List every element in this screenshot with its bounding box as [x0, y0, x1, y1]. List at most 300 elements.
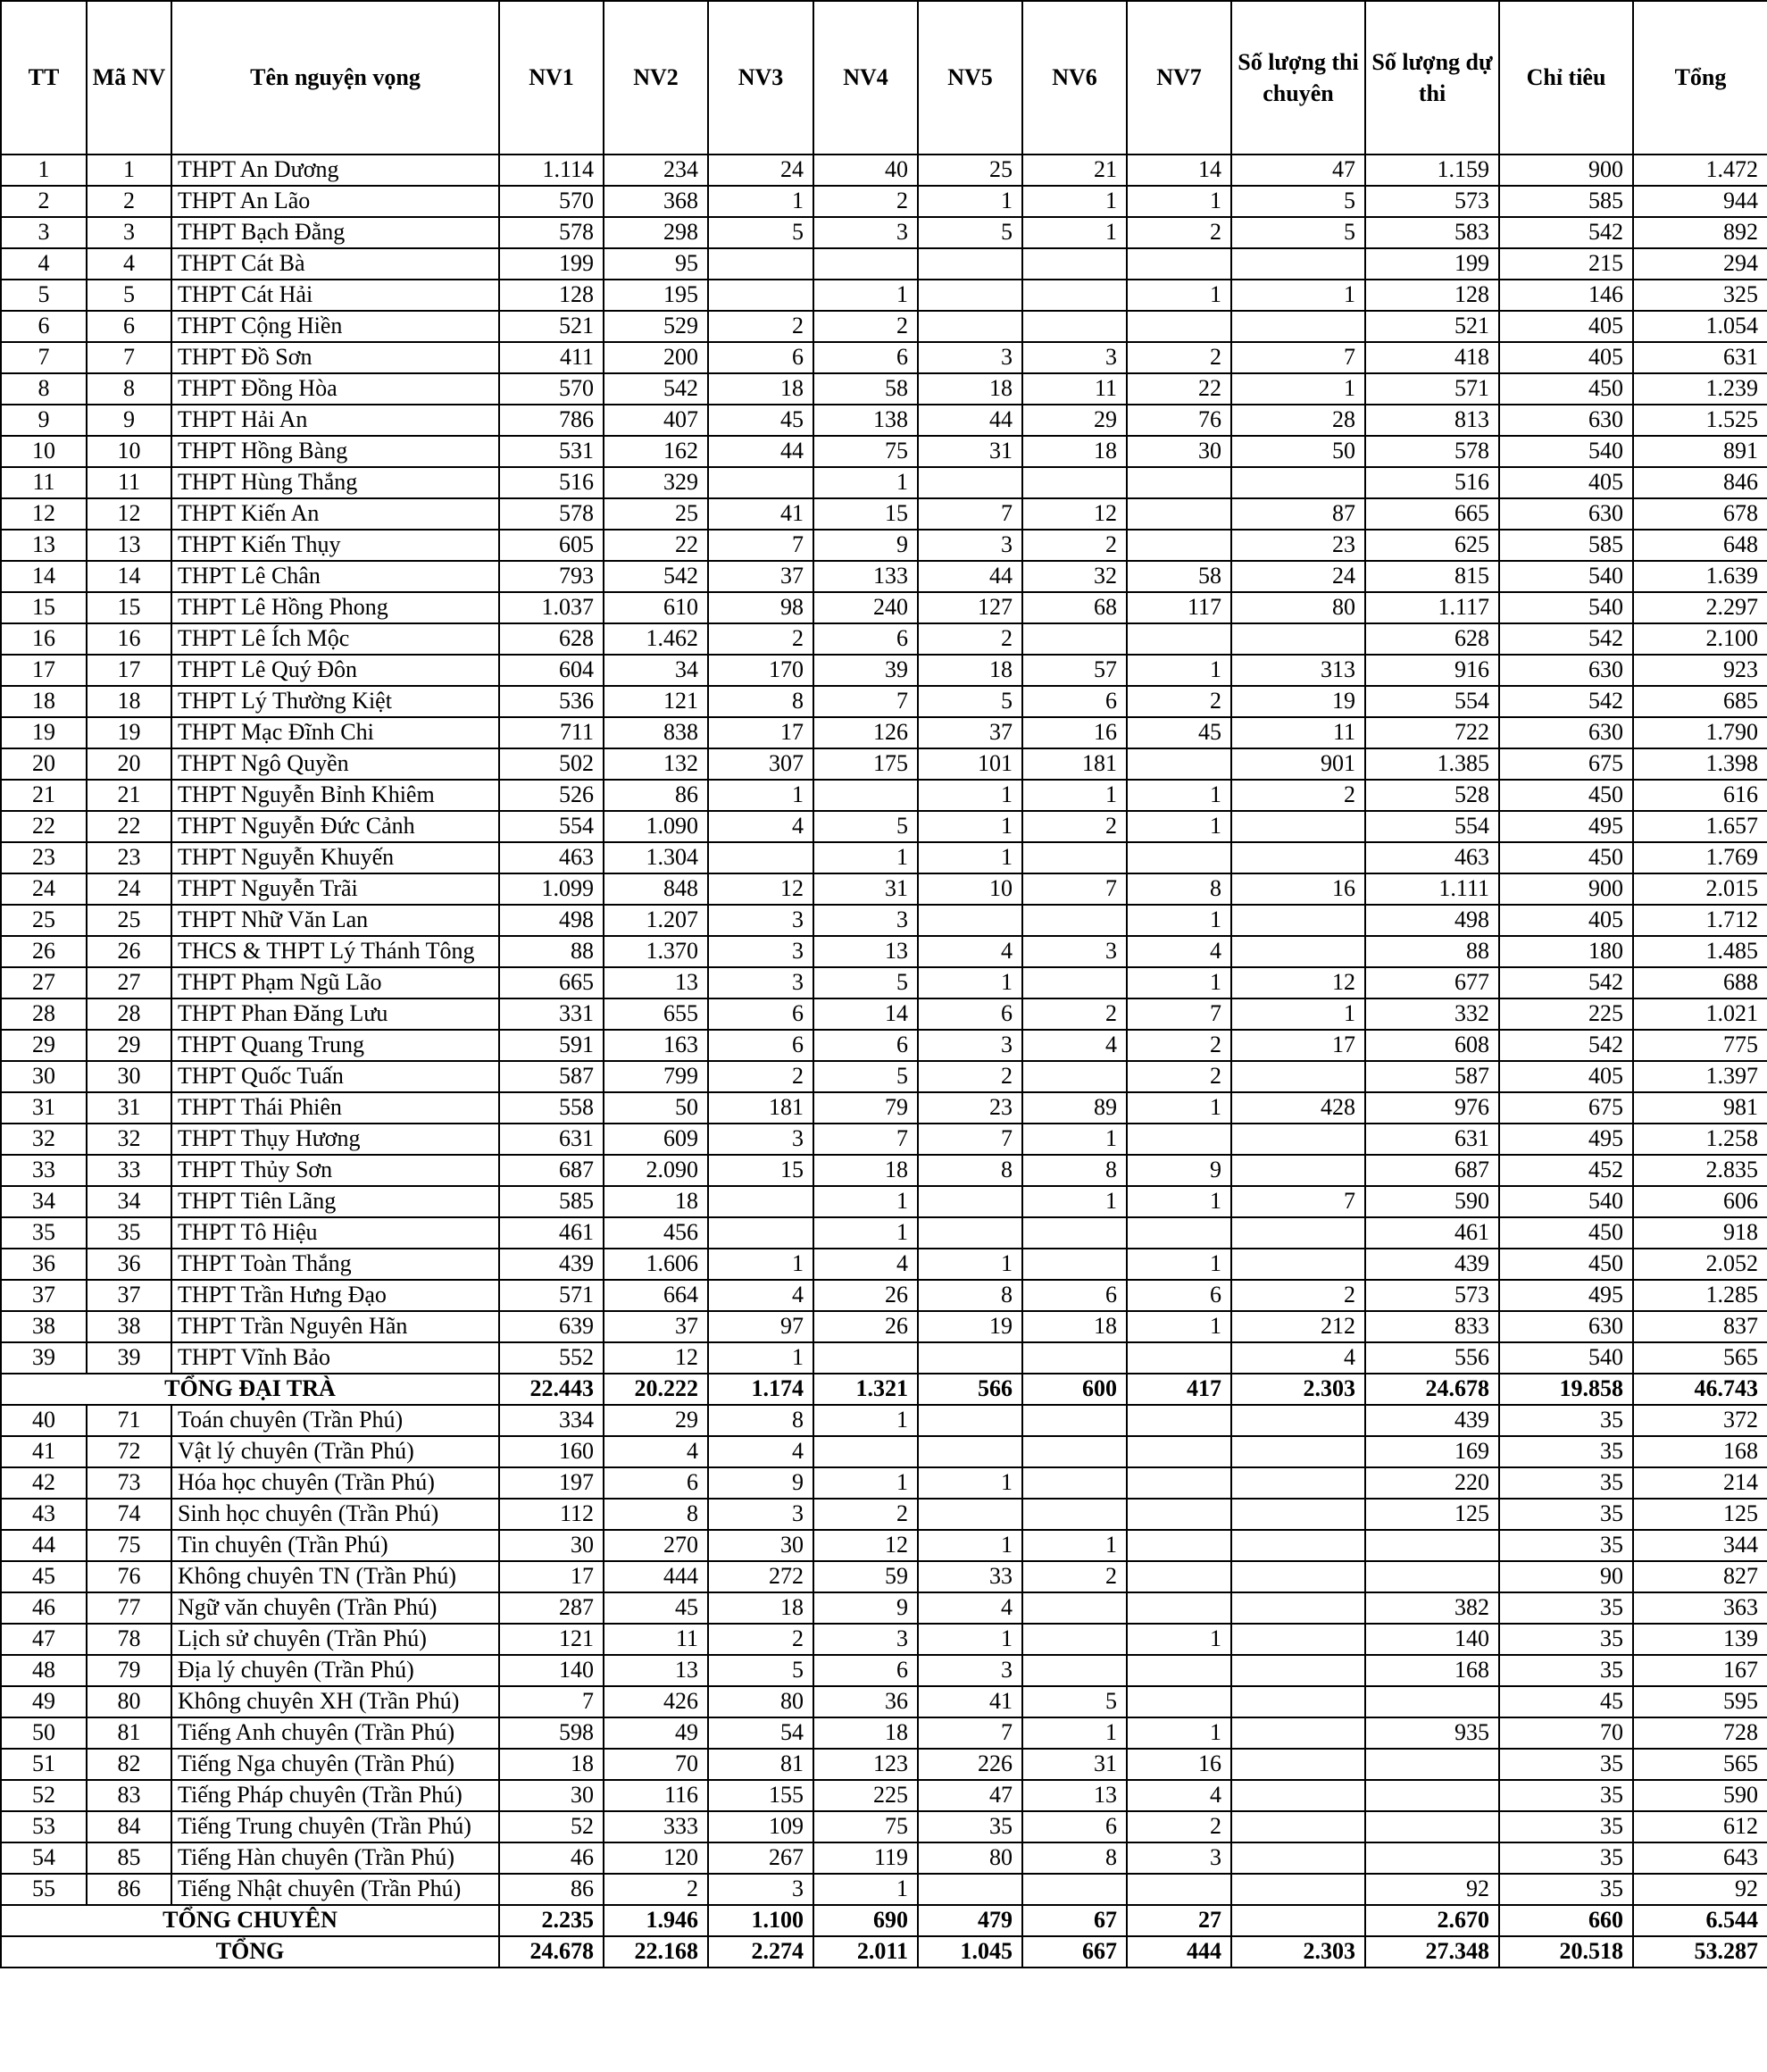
cell-so-luong-du-thi	[1365, 1749, 1499, 1780]
cell-so-luong-thi-chuyen	[1231, 905, 1365, 936]
cell-nv7: 4	[1127, 1780, 1231, 1811]
cell-nv7: 76	[1127, 405, 1231, 436]
cell-nv1: 463	[499, 842, 604, 873]
cell-chi-tieu: 405	[1499, 311, 1633, 342]
cell-ten-nguyen-vong: THPT Hùng Thắng	[171, 467, 499, 498]
cell-nv6: 181	[1022, 748, 1127, 780]
cell-tong: 1.054	[1633, 311, 1767, 342]
cell-nv4: 175	[813, 748, 918, 780]
table-row	[1, 1342, 1767, 1374]
cell-ma-nv: 34	[87, 1186, 171, 1217]
cell-tt: 10	[1, 436, 87, 467]
cell-nv5: 1	[918, 967, 1022, 998]
cell-tong: 590	[1633, 1780, 1767, 1811]
cell-nv4: 5	[813, 1061, 918, 1092]
cell-chi-tieu: 450	[1499, 1249, 1633, 1280]
table-row	[1, 248, 1767, 280]
cell-nv1: 604	[499, 655, 604, 686]
cell-nv6	[1022, 280, 1127, 311]
cell-tong: 1.258	[1633, 1124, 1767, 1155]
cell-ma-nv: 86	[87, 1874, 171, 1905]
cell-tt: 46	[1, 1592, 87, 1624]
cell-nv6	[1022, 1592, 1127, 1624]
cell-so-luong-du-thi: 463	[1365, 842, 1499, 873]
cell-nv1: 639	[499, 1311, 604, 1342]
cell-chi-tieu: 630	[1499, 717, 1633, 748]
cell-nv1: 786	[499, 405, 604, 436]
cell-nv6: 1	[1022, 1717, 1127, 1749]
cell-nv5: 33	[918, 1561, 1022, 1592]
cell-nv3: 6	[708, 1030, 813, 1061]
cell-nv1: 521	[499, 311, 604, 342]
cell-nv2: 34	[604, 655, 708, 686]
cell-nv4: 6	[813, 342, 918, 373]
cell-nv1: 411	[499, 342, 604, 373]
subtotal-cell: 479	[918, 1905, 1022, 1936]
cell-nv7	[1127, 842, 1231, 873]
cell-nv4: 75	[813, 436, 918, 467]
table-row	[1, 1811, 1767, 1842]
cell-nv7: 2	[1127, 1061, 1231, 1092]
grand-total-cell: 2.011	[813, 1936, 918, 1968]
cell-so-luong-thi-chuyen	[1231, 1749, 1365, 1780]
cell-chi-tieu: 35	[1499, 1467, 1633, 1499]
cell-tt: 47	[1, 1624, 87, 1655]
cell-chi-tieu: 900	[1499, 155, 1633, 186]
cell-so-luong-thi-chuyen: 12	[1231, 967, 1365, 998]
cell-nv3: 272	[708, 1561, 813, 1592]
cell-nv6	[1022, 842, 1127, 873]
cell-ten-nguyen-vong: THPT Nguyễn Khuyến	[171, 842, 499, 873]
cell-nv5	[918, 1874, 1022, 1905]
cell-so-luong-thi-chuyen: 1	[1231, 280, 1365, 311]
cell-ma-nv: 36	[87, 1249, 171, 1280]
header-ten-nguyen-vong: Tên nguyện vọng	[171, 1, 499, 155]
cell-so-luong-thi-chuyen: 313	[1231, 655, 1365, 686]
cell-tt: 50	[1, 1717, 87, 1749]
cell-nv7: 1	[1127, 1624, 1231, 1655]
cell-nv3: 9	[708, 1467, 813, 1499]
cell-nv4: 1	[813, 467, 918, 498]
cell-tong: 139	[1633, 1624, 1767, 1655]
cell-nv3: 181	[708, 1092, 813, 1124]
cell-tong: 1.639	[1633, 561, 1767, 592]
cell-tt: 4	[1, 248, 87, 280]
cell-tong: 1.397	[1633, 1061, 1767, 1092]
cell-so-luong-thi-chuyen	[1231, 1405, 1365, 1436]
table-row	[1, 217, 1767, 248]
cell-so-luong-thi-chuyen: 17	[1231, 1030, 1365, 1061]
cell-nv7: 1	[1127, 280, 1231, 311]
cell-nv2: 2	[604, 1874, 708, 1905]
cell-nv3: 15	[708, 1155, 813, 1186]
cell-so-luong-du-thi: 1.385	[1365, 748, 1499, 780]
cell-nv3: 97	[708, 1311, 813, 1342]
cell-so-luong-du-thi: 722	[1365, 717, 1499, 748]
cell-nv1: 536	[499, 686, 604, 717]
cell-so-luong-thi-chuyen: 87	[1231, 498, 1365, 530]
cell-tong: 1.285	[1633, 1280, 1767, 1311]
cell-so-luong-thi-chuyen: 5	[1231, 186, 1365, 217]
cell-nv3	[708, 842, 813, 873]
cell-nv5: 10	[918, 873, 1022, 905]
cell-nv2: 29	[604, 1405, 708, 1436]
cell-chi-tieu: 35	[1499, 1405, 1633, 1436]
header-so-luong-du-thi: Số lượng dự thi	[1365, 1, 1499, 155]
cell-nv5: 37	[918, 717, 1022, 748]
cell-ma-nv: 1	[87, 155, 171, 186]
cell-so-luong-thi-chuyen: 5	[1231, 217, 1365, 248]
cell-nv1: 526	[499, 780, 604, 811]
cell-nv6: 4	[1022, 1030, 1127, 1061]
cell-ma-nv: 39	[87, 1342, 171, 1374]
cell-nv2: 542	[604, 373, 708, 405]
cell-ma-nv: 38	[87, 1311, 171, 1342]
cell-nv6: 57	[1022, 655, 1127, 686]
cell-chi-tieu: 35	[1499, 1842, 1633, 1874]
cell-nv4: 40	[813, 155, 918, 186]
table-row	[1, 436, 1767, 467]
cell-nv3: 18	[708, 1592, 813, 1624]
cell-nv2: 799	[604, 1061, 708, 1092]
cell-nv5: 3	[918, 1030, 1022, 1061]
cell-nv1: 554	[499, 811, 604, 842]
cell-nv1: 7	[499, 1686, 604, 1717]
cell-ma-nv: 8	[87, 373, 171, 405]
table-row	[1, 1030, 1767, 1061]
cell-ma-nv: 18	[87, 686, 171, 717]
cell-chi-tieu: 45	[1499, 1686, 1633, 1717]
cell-tong: 92	[1633, 1874, 1767, 1905]
cell-nv2: 542	[604, 561, 708, 592]
cell-nv6: 6	[1022, 1811, 1127, 1842]
cell-tong: 1.398	[1633, 748, 1767, 780]
cell-nv5: 19	[918, 1311, 1022, 1342]
grand-total-cell: 24.678	[499, 1936, 604, 1968]
cell-nv4: 1	[813, 842, 918, 873]
cell-nv5: 1	[918, 186, 1022, 217]
cell-so-luong-thi-chuyen	[1231, 1217, 1365, 1249]
cell-chi-tieu: 542	[1499, 1030, 1633, 1061]
cell-nv3: 4	[708, 1436, 813, 1467]
cell-nv3: 2	[708, 1624, 813, 1655]
cell-nv3: 3	[708, 936, 813, 967]
cell-nv1: 46	[499, 1842, 604, 1874]
cell-ten-nguyen-vong: THPT Tiên Lãng	[171, 1186, 499, 1217]
cell-nv4: 79	[813, 1092, 918, 1124]
cell-chi-tieu: 585	[1499, 186, 1633, 217]
cell-chi-tieu: 35	[1499, 1811, 1633, 1842]
cell-ma-nv: 21	[87, 780, 171, 811]
cell-ma-nv: 85	[87, 1842, 171, 1874]
table-row	[1, 1311, 1767, 1342]
cell-chi-tieu: 35	[1499, 1874, 1633, 1905]
subtotal-regular-row	[1, 1374, 1767, 1405]
cell-ten-nguyen-vong: THPT Lý Thường Kiệt	[171, 686, 499, 717]
cell-nv4	[813, 248, 918, 280]
cell-ten-nguyen-vong: Toán chuyên (Trần Phú)	[171, 1405, 499, 1436]
cell-tong: 2.015	[1633, 873, 1767, 905]
header-row	[1, 1, 1767, 155]
cell-ten-nguyen-vong: THCS & THPT Lý Thánh Tông	[171, 936, 499, 967]
cell-tong: 1.485	[1633, 936, 1767, 967]
cell-ma-nv: 81	[87, 1717, 171, 1749]
cell-tong: 643	[1633, 1842, 1767, 1874]
cell-nv6: 12	[1022, 498, 1127, 530]
cell-nv4: 7	[813, 686, 918, 717]
cell-nv6: 32	[1022, 561, 1127, 592]
cell-nv2: 329	[604, 467, 708, 498]
cell-tong: 606	[1633, 1186, 1767, 1217]
cell-nv3: 5	[708, 217, 813, 248]
cell-nv6	[1022, 467, 1127, 498]
cell-tong: 688	[1633, 967, 1767, 998]
grand-total-cell: 1.045	[918, 1936, 1022, 1968]
table-row	[1, 623, 1767, 655]
cell-nv4: 6	[813, 623, 918, 655]
cell-so-luong-thi-chuyen	[1231, 248, 1365, 280]
cell-nv1: 30	[499, 1530, 604, 1561]
cell-ten-nguyen-vong: THPT Bạch Đằng	[171, 217, 499, 248]
cell-tong: 294	[1633, 248, 1767, 280]
cell-so-luong-thi-chuyen	[1231, 467, 1365, 498]
cell-chi-tieu: 405	[1499, 467, 1633, 498]
cell-so-luong-thi-chuyen: 23	[1231, 530, 1365, 561]
cell-nv4: 6	[813, 1030, 918, 1061]
cell-so-luong-du-thi: 628	[1365, 623, 1499, 655]
table-row	[1, 1436, 1767, 1467]
table-row	[1, 811, 1767, 842]
grand-total-row	[1, 1936, 1767, 1968]
cell-nv3: 8	[708, 686, 813, 717]
cell-ma-nv: 75	[87, 1530, 171, 1561]
cell-tong: 167	[1633, 1655, 1767, 1686]
cell-nv1: 631	[499, 1124, 604, 1155]
table-row	[1, 1280, 1767, 1311]
table-row	[1, 373, 1767, 405]
cell-so-luong-du-thi: 382	[1365, 1592, 1499, 1624]
cell-nv3: 109	[708, 1811, 813, 1842]
cell-so-luong-thi-chuyen: 47	[1231, 155, 1365, 186]
cell-nv3: 12	[708, 873, 813, 905]
cell-nv7	[1127, 1217, 1231, 1249]
cell-ma-nv: 19	[87, 717, 171, 748]
table-row	[1, 1717, 1767, 1749]
cell-so-luong-thi-chuyen: 19	[1231, 686, 1365, 717]
cell-ten-nguyen-vong: Hóa học chuyên (Trần Phú)	[171, 1467, 499, 1499]
cell-nv5: 8	[918, 1155, 1022, 1186]
cell-nv7	[1127, 1467, 1231, 1499]
cell-ten-nguyen-vong: Tiếng Nga chuyên (Trần Phú)	[171, 1749, 499, 1780]
table-row	[1, 1655, 1767, 1686]
cell-ma-nv: 10	[87, 436, 171, 467]
cell-tong: 325	[1633, 280, 1767, 311]
cell-tong: 891	[1633, 436, 1767, 467]
grand-total-cell: 2.274	[708, 1936, 813, 1968]
cell-ten-nguyen-vong: Không chuyên XH (Trần Phú)	[171, 1686, 499, 1717]
cell-nv6: 3	[1022, 342, 1127, 373]
cell-ten-nguyen-vong: Vật lý chuyên (Trần Phú)	[171, 1436, 499, 1467]
table-row	[1, 405, 1767, 436]
cell-tt: 14	[1, 561, 87, 592]
table-row	[1, 1061, 1767, 1092]
cell-nv7	[1127, 311, 1231, 342]
cell-ten-nguyen-vong: Tiếng Trung chuyên (Trần Phú)	[171, 1811, 499, 1842]
subtotal-cell: 19.858	[1499, 1374, 1633, 1405]
cell-so-luong-thi-chuyen: 24	[1231, 561, 1365, 592]
cell-nv6: 21	[1022, 155, 1127, 186]
cell-nv3: 4	[708, 1280, 813, 1311]
cell-so-luong-du-thi: 92	[1365, 1874, 1499, 1905]
cell-tt: 15	[1, 592, 87, 623]
cell-nv7	[1127, 1686, 1231, 1717]
cell-ma-nv: 83	[87, 1780, 171, 1811]
cell-nv6	[1022, 1499, 1127, 1530]
cell-nv2: 120	[604, 1842, 708, 1874]
cell-tt: 3	[1, 217, 87, 248]
cell-ma-nv: 11	[87, 467, 171, 498]
table-row	[1, 1780, 1767, 1811]
cell-nv7: 1	[1127, 905, 1231, 936]
cell-nv5	[918, 1186, 1022, 1217]
cell-ma-nv: 32	[87, 1124, 171, 1155]
cell-so-luong-du-thi	[1365, 1811, 1499, 1842]
grand-total-cell: 27.348	[1365, 1936, 1499, 1968]
cell-ten-nguyen-vong: Sinh học chuyên (Trần Phú)	[171, 1499, 499, 1530]
cell-ma-nv: 24	[87, 873, 171, 905]
cell-ma-nv: 33	[87, 1155, 171, 1186]
cell-ten-nguyen-vong: THPT Lê Hồng Phong	[171, 592, 499, 623]
cell-nv6	[1022, 1217, 1127, 1249]
cell-ten-nguyen-vong: THPT Kiến An	[171, 498, 499, 530]
cell-nv7: 1	[1127, 186, 1231, 217]
cell-so-luong-du-thi: 439	[1365, 1249, 1499, 1280]
cell-tt: 33	[1, 1155, 87, 1186]
cell-nv1: 552	[499, 1342, 604, 1374]
cell-nv4: 126	[813, 717, 918, 748]
cell-nv3	[708, 280, 813, 311]
cell-nv2: 50	[604, 1092, 708, 1124]
cell-tong: 595	[1633, 1686, 1767, 1717]
cell-nv7: 45	[1127, 717, 1231, 748]
cell-nv1: 331	[499, 998, 604, 1030]
table-row	[1, 967, 1767, 998]
cell-nv5	[918, 311, 1022, 342]
cell-nv1: 578	[499, 498, 604, 530]
subtotal-cell: 24.678	[1365, 1374, 1499, 1405]
cell-nv4: 18	[813, 1717, 918, 1749]
cell-nv4	[813, 1436, 918, 1467]
cell-chi-tieu: 70	[1499, 1717, 1633, 1749]
cell-so-luong-du-thi: 88	[1365, 936, 1499, 967]
cell-ma-nv: 79	[87, 1655, 171, 1686]
cell-nv4: 3	[813, 217, 918, 248]
cell-nv7: 2	[1127, 1811, 1231, 1842]
header-nv5: NV5	[918, 1, 1022, 155]
table-row	[1, 780, 1767, 811]
cell-nv3	[708, 1217, 813, 1249]
cell-nv2: 121	[604, 686, 708, 717]
cell-tong: 2.052	[1633, 1249, 1767, 1280]
cell-so-luong-thi-chuyen	[1231, 1624, 1365, 1655]
cell-nv1: 160	[499, 1436, 604, 1467]
cell-tong: 981	[1633, 1092, 1767, 1124]
cell-nv6: 18	[1022, 1311, 1127, 1342]
cell-nv6: 8	[1022, 1842, 1127, 1874]
subtotal-cell: 2.303	[1231, 1374, 1365, 1405]
cell-ma-nv: 17	[87, 655, 171, 686]
regular-rows	[1, 155, 1767, 1374]
subtotal-cell: 27	[1127, 1905, 1231, 1936]
cell-nv7: 1	[1127, 1311, 1231, 1342]
cell-nv1: 1.037	[499, 592, 604, 623]
cell-nv4: 5	[813, 967, 918, 998]
cell-nv5: 3	[918, 342, 1022, 373]
cell-so-luong-thi-chuyen	[1231, 311, 1365, 342]
cell-nv1: 461	[499, 1217, 604, 1249]
cell-so-luong-du-thi: 128	[1365, 280, 1499, 311]
header-nv1: NV1	[499, 1, 604, 155]
cell-ten-nguyen-vong: THPT Vĩnh Bảo	[171, 1342, 499, 1374]
cell-nv1: 502	[499, 748, 604, 780]
cell-ma-nv: 76	[87, 1561, 171, 1592]
cell-nv4: 7	[813, 1124, 918, 1155]
cell-nv4: 26	[813, 1280, 918, 1311]
cell-nv3	[708, 467, 813, 498]
table-row	[1, 1092, 1767, 1124]
cell-tong: 2.100	[1633, 623, 1767, 655]
cell-nv2: 8	[604, 1499, 708, 1530]
cell-nv7: 4	[1127, 936, 1231, 967]
cell-so-luong-thi-chuyen	[1231, 1530, 1365, 1561]
cell-so-luong-thi-chuyen	[1231, 1655, 1365, 1686]
cell-nv6: 2	[1022, 1561, 1127, 1592]
specialized-rows	[1, 1405, 1767, 1905]
cell-tt: 13	[1, 530, 87, 561]
cell-ten-nguyen-vong: Không chuyên TN (Trần Phú)	[171, 1561, 499, 1592]
cell-nv6: 7	[1022, 873, 1127, 905]
subtotal-cell: 1.946	[604, 1905, 708, 1936]
subtotal-cell: 690	[813, 1905, 918, 1936]
cell-nv1: 531	[499, 436, 604, 467]
cell-nv2: 1.370	[604, 936, 708, 967]
cell-ma-nv: 4	[87, 248, 171, 280]
cell-nv2: 22	[604, 530, 708, 561]
table-row	[1, 905, 1767, 936]
cell-so-luong-du-thi: 439	[1365, 1405, 1499, 1436]
cell-nv2: 11	[604, 1624, 708, 1655]
cell-tt: 37	[1, 1280, 87, 1311]
cell-nv7	[1127, 1592, 1231, 1624]
cell-nv4: 9	[813, 530, 918, 561]
cell-tong: 827	[1633, 1561, 1767, 1592]
cell-tt: 42	[1, 1467, 87, 1499]
cell-nv6: 16	[1022, 717, 1127, 748]
cell-nv6: 2	[1022, 530, 1127, 561]
cell-so-luong-thi-chuyen	[1231, 1436, 1365, 1467]
cell-ten-nguyen-vong: THPT Cát Hải	[171, 280, 499, 311]
cell-nv6: 31	[1022, 1749, 1127, 1780]
cell-chi-tieu: 675	[1499, 748, 1633, 780]
cell-ma-nv: 12	[87, 498, 171, 530]
cell-tt: 5	[1, 280, 87, 311]
cell-so-luong-thi-chuyen: 212	[1231, 1311, 1365, 1342]
cell-nv3: 155	[708, 1780, 813, 1811]
subtotal-cell: 417	[1127, 1374, 1231, 1405]
cell-nv4: 225	[813, 1780, 918, 1811]
cell-nv5: 5	[918, 217, 1022, 248]
cell-tt: 29	[1, 1030, 87, 1061]
